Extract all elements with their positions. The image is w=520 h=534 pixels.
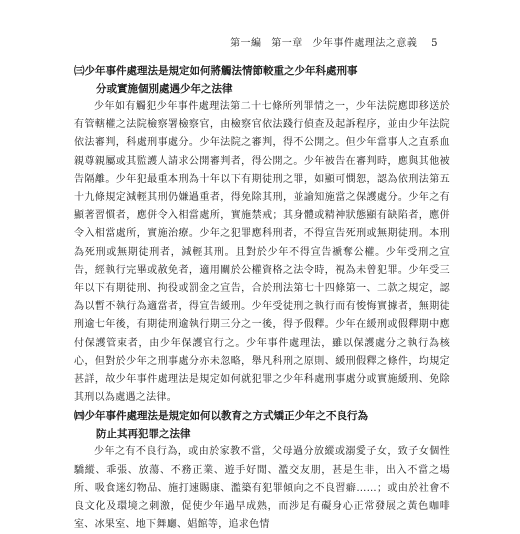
- section-heading-4-line2: 防止其再犯罪之法律: [96, 428, 191, 441]
- header-title: 少年事件處理法之意義: [312, 38, 418, 49]
- header-chapter: 第一章: [271, 38, 303, 49]
- running-header: [224, 34, 438, 49]
- section-heading-3-line1: ㈢少年事件處理法是規定如何將觸法情節較重之少年科處刑事: [74, 65, 358, 77]
- page-number: 5: [431, 38, 438, 49]
- section-heading-3: [74, 62, 450, 98]
- body-content: [74, 62, 450, 534]
- section-heading-4: [74, 407, 450, 443]
- section-paragraph-4: 少年之有不良行為，或由於家教不當，父母過分放縱或溺愛子女，致子女個性驕縱、乖張、放蕩、不務正業、遊手好閒、濫交友朋，甚是生非，出入不當之場所、吸食迷幻物品、施打速賜康、濫築有犯罪傾向之不良習癖……；或由於社會不良文化及環境之刺激，促使少年過早成熟，而涉足有礙身心正常發展之黃色咖啡室、冰果室、地下舞廳、娼館等，追求色情: [74, 446, 450, 531]
- header-part: 第一編: [230, 38, 262, 49]
- section-paragraph-3: 少年如有觸犯少年事件處理法第二十七條所列罪情之一，少年法院應即移送於有管轄權之法院檢察署檢察官，由檢察官依法踐行偵查及起訴程序，並由少年法院依法審判，科處刑事處分。少年法院之審判，得不公開之。但少年當事人之直系血親尊親屬或其監護人請求公開審判者，得公開之。少年被告在審判時，應與其他被告隔離。少年犯最重本刑為十年以下有期徒刑之罪，如顯可憫恕，認為依刑法第五十九條規定減輕其刑仍嫌過重者，得免除其刑，並諭知施當之保護處分。少年之有顯著習慣者，應併令入相當處所，實施禁戒；其身體或精神狀態顯有缺陷者，應併令入相當處所，實施治療。少年之犯罪應科刑者，不得宣告死刑或無期徒刑。本刑為死刑或無期徒刑者，減輕其刑。且對於少年不得宣告褫奪公權。少年受刑之宣告，經執行完畢或赦免者，適用關於公權資格之法令時，視為未曾犯罪。少年受三年以下有期徒刑、拘役或罰金之宣告，合於刑法第七十四條第一、二款之規定，認為以暫不執行為適當者，得宣告緩刑。少年受徒刑之執行而有悛悔實據者，無期徒刑逾七年後，有期徒刑逾執行期三分之一後，得予假釋。少年在緩刑或假釋期中應付保護管束者，由少年保護官行之。少年事件處理法，雖以保護處分之執行為核心，但對於少年之刑事處分亦未忽略，舉凡科刑之原則、緩刑假釋之條件，均規定甚詳，故少年事件處理法是規定如何就犯罪之少年科處刑事處分或實施緩刑、免除其刑以為處遇之法律。: [74, 101, 450, 404]
- section-heading-4-line1: ㈣少年事件處理法是規定如何以教育之方式矯正少年之不良行為: [74, 410, 368, 423]
- section-heading-3-line2: 分或實施個別處遇少年之法律: [96, 83, 233, 95]
